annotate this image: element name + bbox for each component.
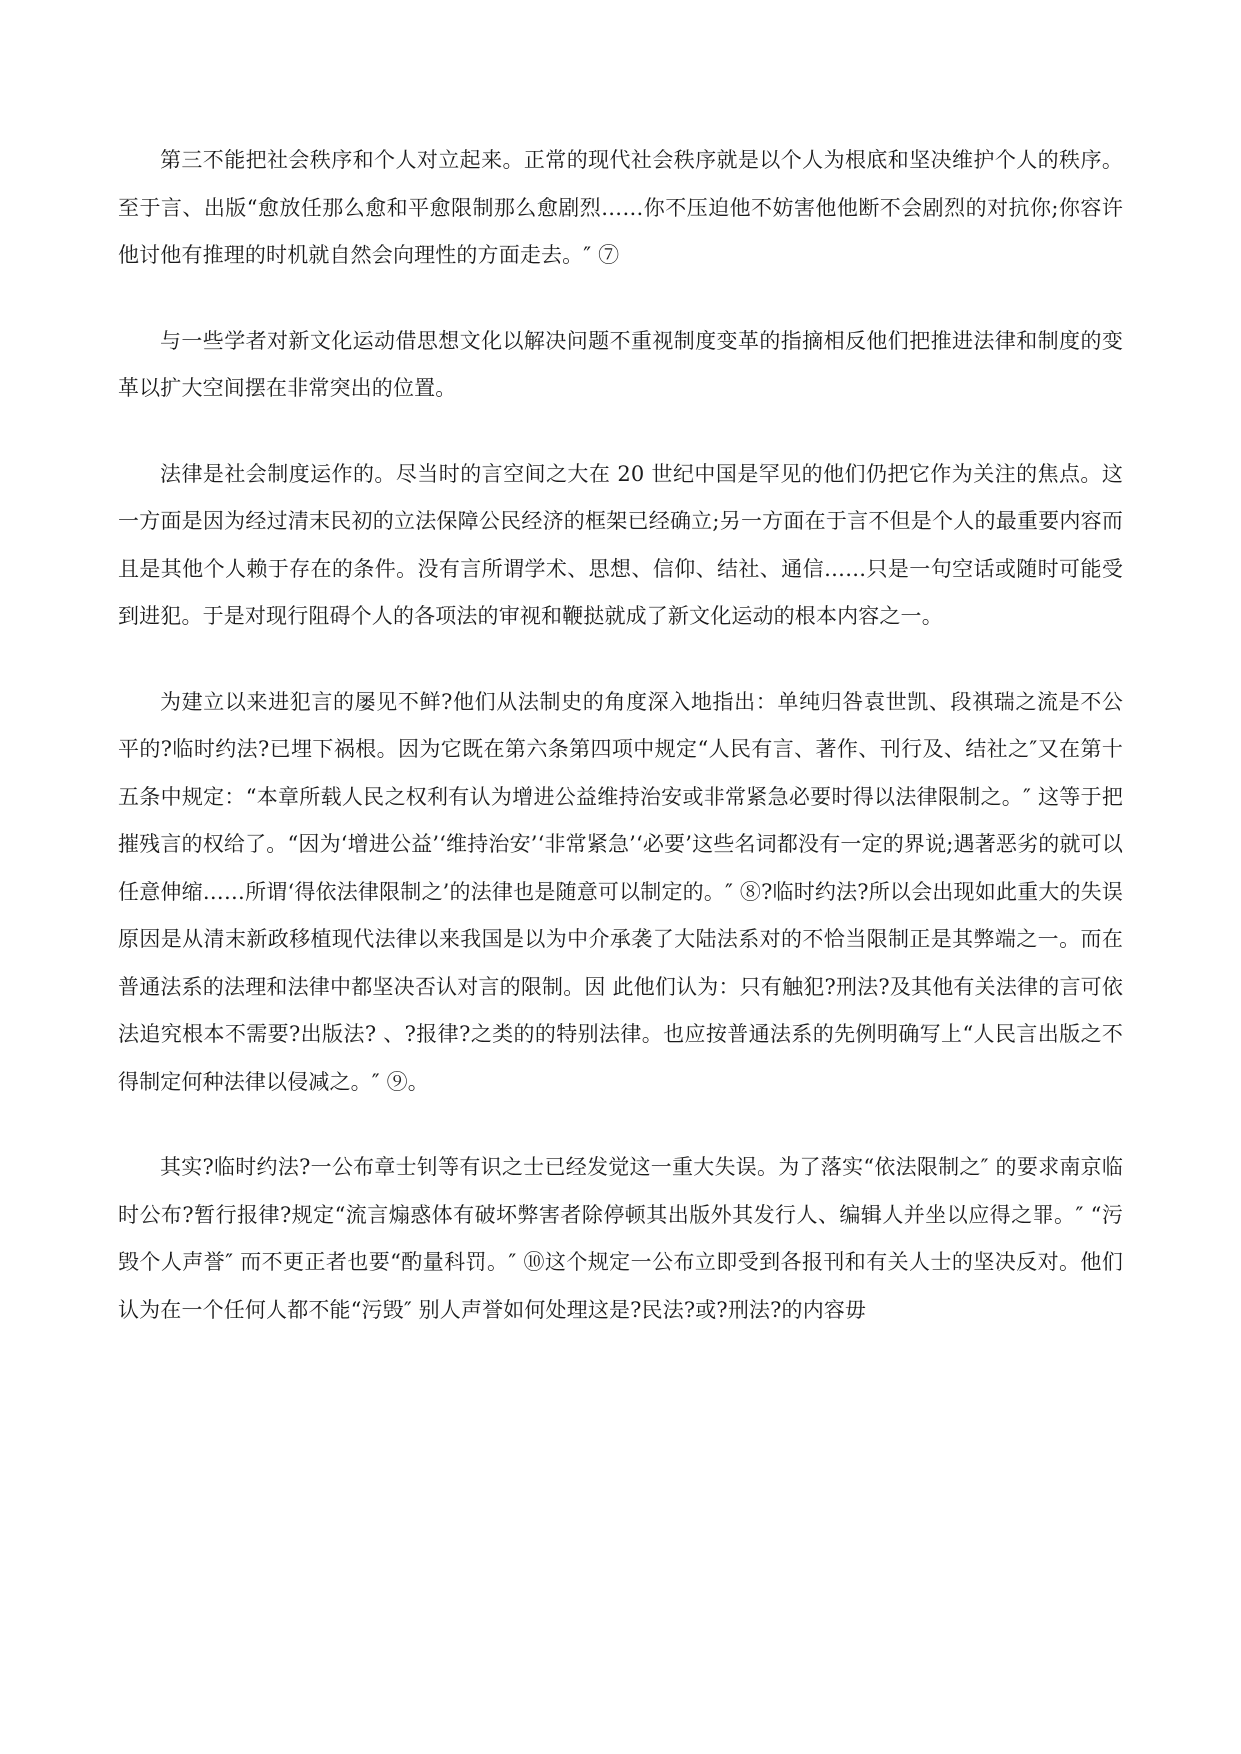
paragraph-3: 法律是社会制度运作的。尽当时的言空间之大在 20 世纪中国是罕见的他们仍把它作为关注的焦点。这一方面是因为经过清末民初的立法保障公民经济的框架已经确立;另一方面在于言不但是个人的最重要内容而且是其他个人赖于存在的条件。没有言所谓学术、思想、信仰、结社、通信……只是一句空话或随时可能受到进犯。于是对现行阻碍个人的各项法的审视和鞭挞就成了新文化运动的根本内容之一。	[118, 461, 1123, 628]
document-page	[118, 137, 1123, 1372]
paragraph-2: 与一些学者对新文化运动借思想文化以解决问题不重视制度变革的指摘相反他们把推进法律和制度的变革以扩大空间摆在非常突出的位置。	[118, 328, 1123, 400]
paragraph-5: 其实?临时约法?一公布章士钊等有识之士已经发觉这一重大失误。为了落实“依法限制之″ 的要求南京临时公布?暂行报律?规定“流言煽惑体有破坏弊害者除停顿其出版外其发行人、编辑人并坐以应得之罪。″ “污毁个人声誉″ 而不更正者也要“酌量科罚。″ ⑩这个规定一公布立即受到各报刊和有关人士的坚决反对。他们认为在一个任何人都不能“污毁″ 别人声誉如何处理这是?民法?或?刑法?的内容毋	[118, 1155, 1123, 1322]
paragraph-4: 为建立以来进犯言的屡见不鲜?他们从法制史的角度深入地指出：单纯归咎袁世凯、段祺瑞之流是不公平的?临时约法?已埋下祸根。因为它既在第六条第四项中规定“人民有言、著作、刊行及、结社之″又在第十五条中规定：“本章所载人民之权利有认为增进公益维持治安或非常紧急必要时得以法律限制之。″ 这等于把摧残言的权给了。“因为‘增进公益’‘维持治安’‘非常紧急’‘必要’这些名词都没有一定的界说;遇著恶劣的就可以任意伸缩……所谓‘得依法律限制之’的法律也是随意可以制定的。″ ⑧?临时约法?所以会出现如此重大的失误原因是从清末新政移植现代法律以来我国是以为中介承袭了大陆法系对的不恰当限制正是其弊端之一。而在普通法系的法理和法律中都坚决否认对言的限制。因 此他们认为：只有触犯?刑法?及其他有关法律的言可依法追究根本不需要?出版法? 、?报律?之类的的特别法律。也应按普通法系的先例明确写上“人民言出版之不得制定何种法律以侵减之。″ ⑨。	[118, 689, 1123, 1094]
paragraph-1: 第三不能把社会秩序和个人对立起来。正常的现代社会秩序就是以个人为根底和坚决维护个人的秩序。至于言、出版“愈放任那么愈和平愈限制那么愈剧烈……你不压迫他不妨害他他断不会剧烈的对抗你;你容许他讨他有推理的时机就自然会向理性的方面走去。″ ⑦	[118, 148, 1123, 267]
